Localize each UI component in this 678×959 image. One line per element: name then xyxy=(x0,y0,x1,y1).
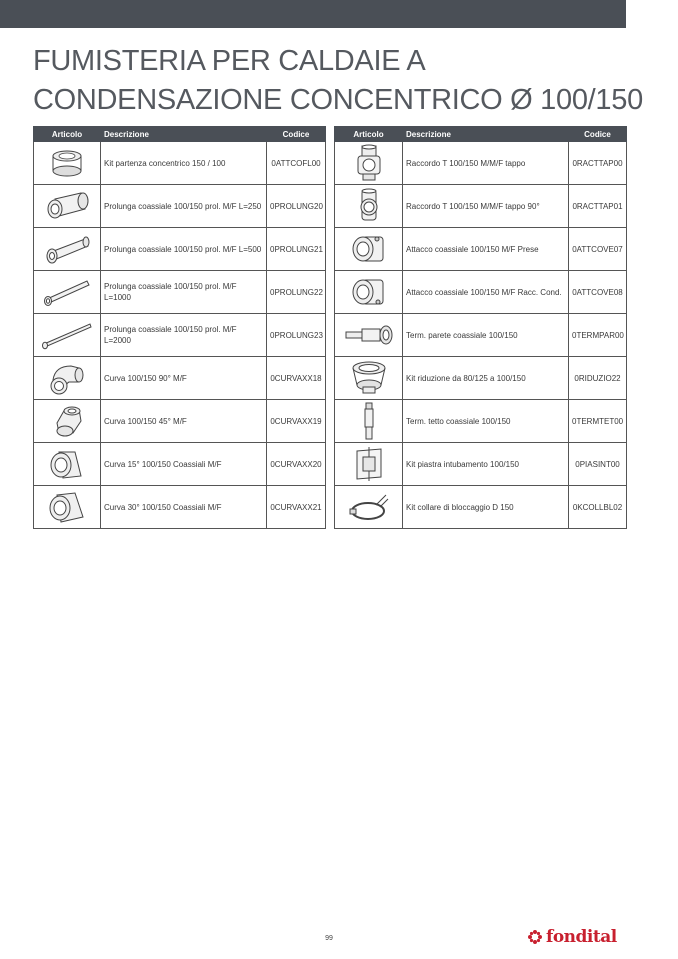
roof-terminal-icon xyxy=(354,401,384,441)
product-code: 0PROLUNG23 xyxy=(267,314,326,357)
product-description: Curva 100/150 45° M/F xyxy=(101,400,267,443)
table-row xyxy=(335,185,627,228)
elbow-90-icon xyxy=(45,360,89,396)
product-description: Curva 30° 100/150 Coassiali M/F xyxy=(101,486,267,529)
product-image-cell xyxy=(34,185,101,228)
header-articolo: Articolo xyxy=(34,127,101,142)
product-description: Kit riduzione da 80/125 a 100/150 xyxy=(403,357,569,400)
table-row xyxy=(34,271,326,314)
product-image-cell xyxy=(335,314,403,357)
left-product-table xyxy=(33,126,326,529)
table-row xyxy=(335,271,627,314)
coaxial-extension-icon xyxy=(38,318,96,352)
product-image-cell xyxy=(335,486,403,529)
product-image-cell xyxy=(335,185,403,228)
product-image-cell xyxy=(335,357,403,400)
table-header-row xyxy=(335,127,627,142)
title-line-2: CONDENSAZIONE CONCENTRICO Ø 100/150 xyxy=(33,84,643,116)
product-code: 0ATTCOVE08 xyxy=(569,271,627,314)
table-row xyxy=(335,142,627,185)
coaxial-connector-icon xyxy=(347,231,391,267)
product-description: Raccordo T 100/150 M/M/F tappo xyxy=(403,142,569,185)
table-row xyxy=(34,142,326,185)
table-row xyxy=(335,443,627,486)
coaxial-extension-icon xyxy=(43,189,91,223)
product-image-cell xyxy=(34,486,101,529)
product-description: Curva 100/150 90° M/F xyxy=(101,357,267,400)
reduction-kit-icon xyxy=(347,359,391,397)
product-code: 0ATTCOVE07 xyxy=(569,228,627,271)
product-code: 0PROLUNG20 xyxy=(267,185,326,228)
product-image-cell xyxy=(335,142,403,185)
brand-logo xyxy=(527,926,627,948)
right-product-table xyxy=(334,126,627,529)
title-line-1: FUMISTERIA PER CALDAIE A xyxy=(33,45,426,77)
product-code: 0TERMTET00 xyxy=(569,400,627,443)
tee-fitting-90-icon xyxy=(349,187,389,225)
product-code: 0CURVAXX19 xyxy=(267,400,326,443)
product-code: 0PROLUNG21 xyxy=(267,228,326,271)
table-row xyxy=(34,486,326,529)
table-row xyxy=(335,486,627,529)
product-code: 0RACTTAP00 xyxy=(569,142,627,185)
casing-plate-icon xyxy=(349,445,389,483)
product-image-cell xyxy=(335,228,403,271)
wall-terminal-icon xyxy=(342,320,396,350)
product-image-cell xyxy=(34,142,101,185)
product-image-cell xyxy=(34,357,101,400)
product-description: Attacco coassiale 100/150 M/F Prese xyxy=(403,228,569,271)
header-codice: Codice xyxy=(267,127,326,142)
page-number: 99 xyxy=(325,935,333,942)
product-description: Curva 15° 100/150 Coassiali M/F xyxy=(101,443,267,486)
product-description: Prolunga coassiale 100/150 prol. M/F L=2000 xyxy=(101,314,267,357)
product-image-cell xyxy=(335,400,403,443)
product-image-cell xyxy=(34,443,101,486)
table-row xyxy=(34,357,326,400)
table-header-row xyxy=(34,127,326,142)
table-row xyxy=(34,443,326,486)
top-header-bar xyxy=(0,0,626,28)
product-code: 0RACTTAP01 xyxy=(569,185,627,228)
table-row xyxy=(335,400,627,443)
table-row xyxy=(335,314,627,357)
page-title xyxy=(33,42,643,120)
product-image-cell xyxy=(34,400,101,443)
product-description: Attacco coassiale 100/150 M/F Racc. Cond. xyxy=(403,271,569,314)
product-description: Raccordo T 100/150 M/M/F tappo 90° xyxy=(403,185,569,228)
elbow-45-icon xyxy=(45,403,89,439)
product-description: Kit collare di bloccaggio D 150 xyxy=(403,486,569,529)
product-description: Term. parete coassiale 100/150 xyxy=(403,314,569,357)
header-descrizione: Descrizione xyxy=(403,127,569,142)
table-row xyxy=(34,400,326,443)
product-description: Prolunga coassiale 100/150 prol. M/F L=1000 xyxy=(101,271,267,314)
product-code: 0KCOLLBL02 xyxy=(569,486,627,529)
brand-name: fondital xyxy=(546,927,617,947)
product-code: 0PIASINT00 xyxy=(569,443,627,486)
product-description: Kit piastra intubamento 100/150 xyxy=(403,443,569,486)
header-codice: Codice xyxy=(569,127,627,142)
table-row xyxy=(335,357,627,400)
product-image-cell xyxy=(34,271,101,314)
product-description: Kit partenza concentrico 150 / 100 xyxy=(101,142,267,185)
elbow-30-icon xyxy=(45,489,89,525)
table-row xyxy=(335,228,627,271)
product-code: 0RIDUZIO22 xyxy=(569,357,627,400)
product-code: 0CURVAXX18 xyxy=(267,357,326,400)
product-image-cell xyxy=(34,314,101,357)
header-descrizione: Descrizione xyxy=(101,127,267,142)
locking-collar-icon xyxy=(346,489,392,525)
table-row xyxy=(34,314,326,357)
tee-fitting-icon xyxy=(349,144,389,182)
product-description: Term. tetto coassiale 100/150 xyxy=(403,400,569,443)
coaxial-extension-icon xyxy=(41,232,93,266)
product-description: Prolunga coassiale 100/150 prol. M/F L=250 xyxy=(101,185,267,228)
product-code: 0TERMPAR00 xyxy=(569,314,627,357)
product-code: 0CURVAXX20 xyxy=(267,443,326,486)
coaxial-connector-icon xyxy=(347,274,391,310)
product-image-cell xyxy=(335,443,403,486)
product-image-cell xyxy=(335,271,403,314)
table-row xyxy=(34,228,326,271)
product-description: Prolunga coassiale 100/150 prol. M/F L=500 xyxy=(101,228,267,271)
flower-icon xyxy=(527,929,543,945)
table-row xyxy=(34,185,326,228)
concentric-start-kit-icon xyxy=(47,147,87,179)
product-code: 0PROLUNG22 xyxy=(267,271,326,314)
product-code: 0CURVAXX21 xyxy=(267,486,326,529)
header-articolo: Articolo xyxy=(335,127,403,142)
product-code: 0ATTCOFL00 xyxy=(267,142,326,185)
elbow-15-icon xyxy=(45,446,89,482)
product-image-cell xyxy=(34,228,101,271)
coaxial-extension-icon xyxy=(39,275,95,309)
